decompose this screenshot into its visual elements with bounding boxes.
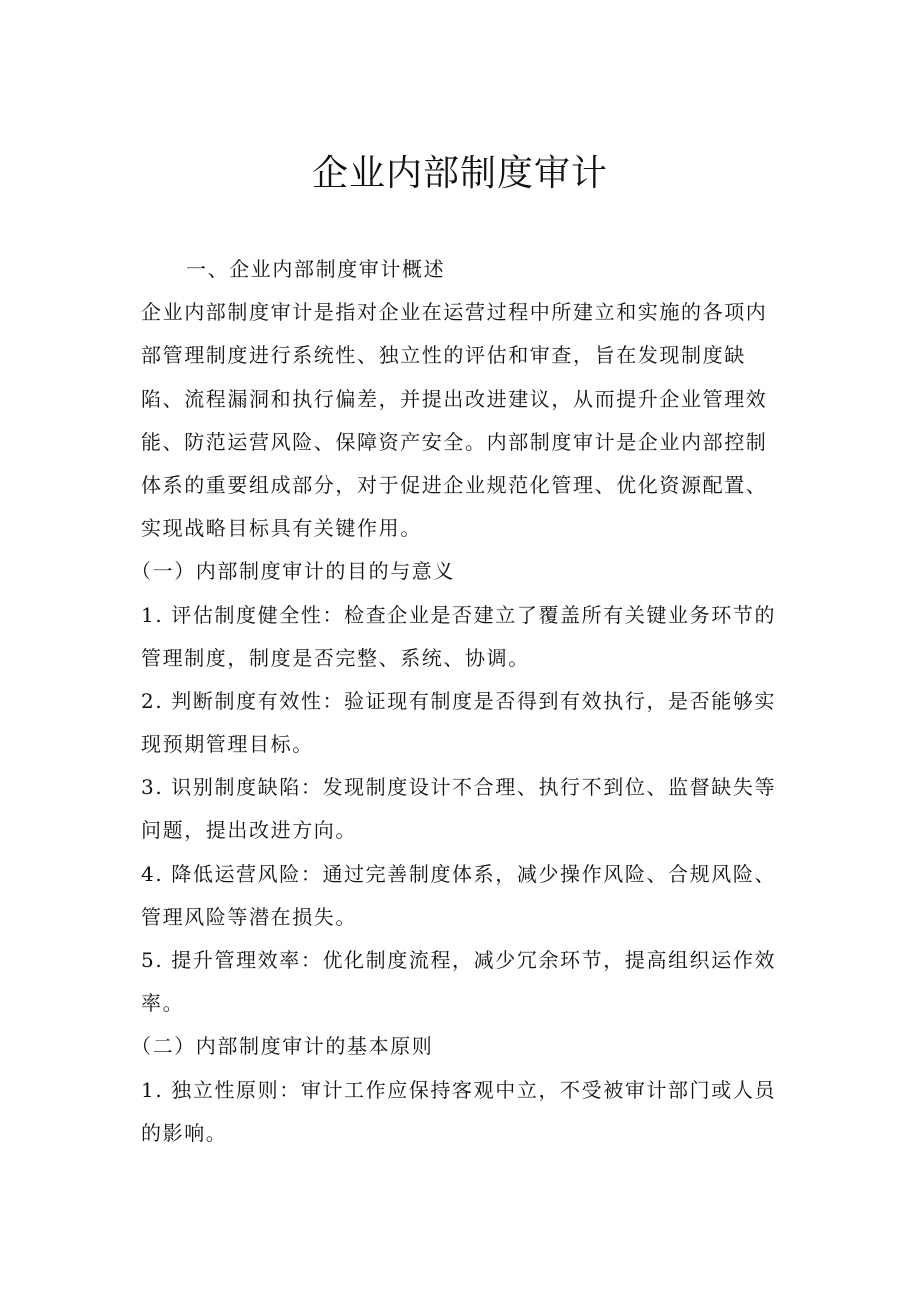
section-heading: 一、企业内部制度审计概述	[186, 257, 446, 281]
document-title: 企业内部制度审计	[311, 153, 608, 194]
list-item-line: 3. 识别制度缺陷：发现制度设计不合理、执行不到位、监督缺失等	[141, 775, 777, 800]
paragraph-line: 体系的重要组成部分，对于促进企业规范化管理、优化资源配置、	[141, 472, 768, 497]
list-item-line: 4. 降低运营风险：通过完善制度体系，减少操作风险、合规风险、	[141, 861, 777, 886]
subsection-heading: （一）内部制度审计的目的与意义	[131, 559, 455, 584]
paragraph-line: 陷、流程漏洞和执行偏差，并提出改进建议，从而提升企业管理效	[141, 386, 768, 411]
list-item-line: 管理制度，制度是否完整、系统、协调。	[141, 645, 530, 670]
list-item-line: 管理风险等潜在损失。	[141, 904, 357, 929]
list-item-line: 的影响。	[141, 1120, 228, 1145]
list-item-line: 2. 判断制度有效性：验证现有制度是否得到有效执行，是否能够实	[141, 688, 777, 713]
list-item-line: 1. 评估制度健全性：检查企业是否建立了覆盖所有关键业务环节的	[141, 602, 777, 627]
document-body	[131, 248, 781, 1155]
list-item-line: 5. 提升管理效率：优化制度流程，减少冗余环节，提高组织运作效	[141, 948, 777, 972]
list-item-line: 现预期管理目标。	[141, 732, 314, 757]
paragraph-line: 实现战略目标具有关键作用。	[141, 516, 422, 541]
paragraph-line: 部管理制度进行系统性、独立性的评估和审查，旨在发现制度缺	[141, 343, 746, 368]
paragraph-line: 企业内部制度审计是指对企业在运营过程中所建立和实施的各项内	[141, 300, 768, 325]
subsection-heading: （二）内部制度审计的基本原则	[131, 1034, 434, 1059]
paragraph-line: 能、防范运营风险、保障资产安全。内部制度审计是企业内部控制	[141, 429, 768, 454]
list-item-line: 问题，提出改进方向。	[141, 818, 357, 843]
list-item-line: 1. 独立性原则：审计工作应保持客观中立，不受被审计部门或人员	[141, 1077, 777, 1102]
list-item-line: 率。	[141, 991, 185, 1016]
